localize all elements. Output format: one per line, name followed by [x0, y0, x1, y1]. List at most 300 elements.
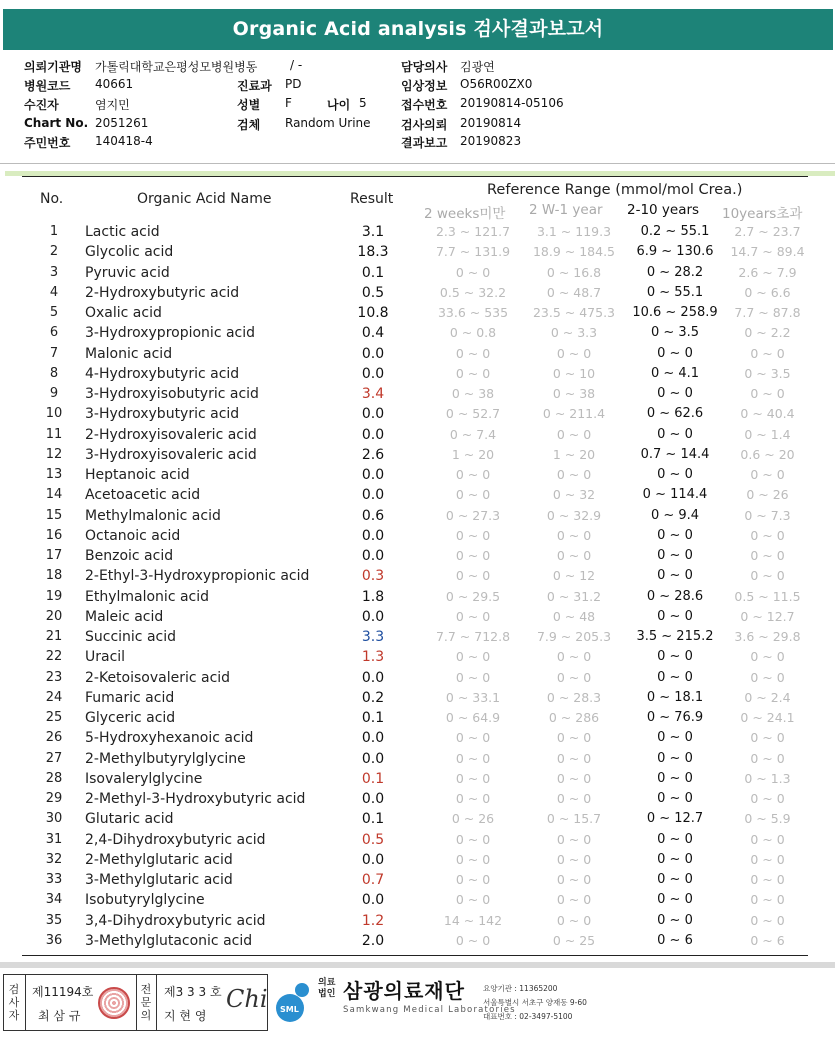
range-under-2-weeks: 14 ~ 142 [443, 912, 503, 928]
range-2w-1y: 0 ~ 0 [556, 912, 592, 928]
range-2w-1y: 0 ~ 32 [552, 487, 596, 503]
range-2w-1y: 0 ~ 10 [552, 365, 596, 381]
range-2w-1y: 18.9 ~ 184.5 [532, 244, 616, 260]
label-receipt-no: 접수번호 [401, 98, 448, 112]
range-over-10y: 0 ~ 6.6 [744, 284, 791, 300]
acid-name: 3-Hydroxyisobutyric acid [85, 386, 259, 402]
range-under-2-weeks: 0 ~ 7.4 [449, 426, 497, 442]
acid-name: 2-Ketoisovaleric acid [85, 669, 231, 686]
label-specimen: 검체 [237, 118, 261, 132]
table-row [0, 427, 835, 447]
value-patient-name: 염지민 [95, 98, 130, 112]
range-2w-1y: 0 ~ 0 [556, 851, 592, 867]
range-2w-1y: 0 ~ 0 [556, 669, 592, 685]
acid-name: 3,4-Dihydroxybutyric acid [85, 912, 266, 929]
range-2w-1y: 0 ~ 12 [552, 568, 596, 584]
range-2-10y: 0 ~ 4.1 [650, 365, 700, 381]
range-2w-1y: 0 ~ 0 [556, 527, 592, 543]
value-dept-extra: / - [290, 58, 303, 72]
ref-sub-under-2-weeks: 2 weeks미만 [424, 206, 506, 222]
range-under-2-weeks: 0 ~ 0 [455, 770, 491, 786]
result-value: 0.0 [361, 548, 385, 564]
org-english-name: Samkwang Medical Laboratories [343, 1005, 516, 1015]
label-resident-no: 주민번호 [24, 136, 71, 150]
acid-name: 2,4-Dihydroxybutyric acid [85, 831, 266, 848]
range-under-2-weeks: 0 ~ 64.9 [445, 710, 501, 725]
range-2w-1y: 0 ~ 0 [556, 345, 592, 361]
table-row [0, 852, 835, 872]
range-over-10y: 0 ~ 0 [750, 386, 785, 401]
row-number: 5 [49, 305, 59, 320]
range-2-10y: 0 ~ 0 [657, 608, 693, 624]
col-header-result: Result [350, 191, 394, 207]
row-number: 26 [45, 730, 63, 746]
row-number: 25 [45, 710, 63, 725]
specialist-license: 제3 3 3 호 [164, 985, 222, 999]
range-over-10y: 0 ~ 6 [750, 932, 785, 948]
value-department: PD [285, 77, 302, 91]
org-info-line: 요양기관 : 11365200 [483, 984, 558, 993]
row-number: 2 [49, 244, 59, 260]
range-2-10y: 0 ~ 0 [657, 467, 693, 482]
label-report-date: 결과보고 [401, 136, 448, 150]
range-under-2-weeks: 0 ~ 52.7 [445, 406, 501, 422]
range-over-10y: 3.6 ~ 29.8 [734, 629, 801, 644]
table-row [0, 508, 835, 528]
table-row [0, 933, 835, 953]
range-2w-1y: 0 ~ 0 [556, 770, 592, 786]
label-clinical-info: 임상정보 [401, 79, 448, 93]
row-number: 7 [49, 345, 59, 361]
range-2w-1y: 0 ~ 31.2 [546, 588, 602, 604]
row-number: 20 [45, 608, 63, 624]
separator [156, 975, 157, 1030]
acid-name: Glycolic acid [85, 244, 174, 261]
label-department: 진료과 [237, 79, 272, 93]
range-over-10y: 0 ~ 40.4 [740, 406, 795, 422]
range-2w-1y: 0 ~ 0 [556, 649, 592, 665]
range-2w-1y: 0 ~ 211.4 [542, 406, 606, 422]
table-row [0, 224, 835, 244]
range-2-10y: 0 ~ 0 [657, 851, 693, 867]
range-2-10y: 0 ~ 62.6 [646, 406, 704, 422]
acid-name: 2-Hydroxyisovaleric acid [85, 426, 257, 443]
table-row [0, 467, 835, 487]
range-under-2-weeks: 0 ~ 38 [451, 386, 495, 401]
range-under-2-weeks: 0 ~ 0 [455, 264, 491, 280]
range-over-10y: 0 ~ 0 [750, 669, 785, 685]
acid-name: Glutaric acid [85, 811, 174, 828]
range-under-2-weeks: 0 ~ 0 [455, 365, 491, 381]
table-row [0, 325, 835, 345]
range-2-10y: 0 ~ 0 [657, 912, 693, 928]
table-row [0, 771, 835, 791]
row-number: 36 [45, 932, 63, 948]
table-row [0, 609, 835, 629]
range-over-10y: 0 ~ 0 [750, 750, 785, 766]
row-number: 24 [45, 689, 63, 705]
range-over-10y: 0 ~ 0 [750, 851, 785, 867]
range-2-10y: 0 ~ 28.2 [646, 264, 704, 280]
table-row [0, 872, 835, 892]
result-value: 1.2 [361, 912, 385, 929]
range-2-10y: 0 ~ 12.7 [646, 811, 704, 827]
table-row [0, 244, 835, 264]
acid-name: 2-Methyl-3-Hydroxybutyric acid [85, 791, 306, 807]
org-name: 삼광의료재단 [343, 979, 465, 1003]
value-chart-no: 2051261 [95, 116, 149, 130]
range-over-10y: 0 ~ 0 [750, 892, 785, 908]
table-row [0, 528, 835, 548]
result-value: 0.0 [361, 730, 385, 747]
range-2-10y: 0 ~ 0 [657, 892, 693, 908]
acid-name: Isovalerylglycine [85, 770, 203, 787]
table-row [0, 285, 835, 305]
table-row [0, 406, 835, 426]
result-value: 0.0 [361, 527, 385, 544]
range-under-2-weeks: 0 ~ 0 [455, 669, 491, 685]
value-hospital-code: 40661 [95, 77, 134, 91]
row-number: 28 [45, 770, 63, 786]
range-2w-1y: 0 ~ 0 [556, 892, 592, 908]
examiner-license: 제11194호 [32, 985, 94, 999]
examiner-name: 최 삼 규 [38, 1009, 81, 1023]
result-value: 2.0 [361, 932, 385, 949]
range-2w-1y: 0 ~ 38 [552, 386, 596, 401]
table-row [0, 832, 835, 852]
row-number: 21 [45, 629, 63, 644]
acid-name: 3-Hydroxypropionic acid [85, 325, 256, 342]
range-under-2-weeks: 2.3 ~ 121.7 [435, 224, 511, 239]
label-doctor: 담당의사 [401, 60, 448, 74]
report-title: Organic Acid analysis 검사결과보고서 [3, 9, 833, 50]
result-value: 0.2 [361, 689, 385, 706]
specialist-role: 전문의 [140, 983, 152, 1022]
acid-name: Methylmalonic acid [85, 507, 221, 524]
label-sex: 성별 [237, 98, 261, 112]
range-under-2-weeks: 0 ~ 0 [455, 892, 491, 908]
range-over-10y: 0 ~ 0 [750, 467, 785, 482]
table-top-rule [22, 176, 808, 177]
acid-name: 2-Methylbutyrylglycine [85, 750, 246, 767]
label-chart-no: Chart No. [24, 116, 89, 130]
row-number: 1 [49, 224, 59, 239]
range-over-10y: 0 ~ 0 [750, 791, 785, 806]
value-resident-no: 140418-4 [95, 134, 153, 148]
row-number: 27 [45, 750, 63, 766]
table-row [0, 447, 835, 467]
result-value: 0.0 [361, 406, 385, 423]
value-sex: F [285, 96, 292, 110]
row-number: 8 [49, 365, 59, 381]
result-value: 0.0 [361, 467, 385, 483]
acid-name: Malonic acid [85, 345, 173, 362]
range-2-10y: 0 ~ 28.6 [646, 588, 704, 604]
range-2-10y: 0 ~ 0 [657, 426, 693, 442]
range-over-10y: 0.5 ~ 11.5 [734, 588, 801, 604]
range-under-2-weeks: 0 ~ 0 [455, 467, 491, 482]
table-row [0, 649, 835, 669]
range-over-10y: 0 ~ 0 [750, 649, 785, 665]
table-row [0, 913, 835, 933]
range-over-10y: 0 ~ 0 [750, 345, 785, 361]
row-number: 16 [45, 527, 63, 543]
report-footer [0, 972, 835, 1040]
range-2w-1y: 0 ~ 32.9 [546, 507, 602, 523]
row-number: 18 [45, 568, 63, 584]
result-value: 0.7 [361, 872, 385, 888]
range-over-10y: 0 ~ 26 [746, 487, 789, 503]
table-row [0, 346, 835, 366]
acid-name: Octanoic acid [85, 527, 181, 544]
table-row [0, 892, 835, 912]
acid-name: Isobutyrylglycine [85, 892, 205, 909]
value-request-date: 20190814 [460, 116, 522, 130]
range-over-10y: 0 ~ 24.1 [740, 710, 795, 725]
table-row [0, 589, 835, 609]
row-number: 33 [45, 872, 63, 887]
range-over-10y: 2.6 ~ 7.9 [738, 264, 797, 280]
result-value: 3.1 [361, 224, 385, 240]
separator [25, 975, 26, 1030]
range-2-10y: 0 ~ 76.9 [646, 710, 704, 725]
row-number: 35 [45, 912, 63, 928]
range-under-2-weeks: 0 ~ 0 [455, 649, 491, 665]
row-number: 34 [45, 892, 63, 908]
acid-name: Pyruvic acid [85, 264, 170, 281]
ref-sub-2w-1y: 2 W-1 year [529, 202, 603, 218]
range-2-10y: 0.2 ~ 55.1 [640, 224, 710, 239]
result-value: 0.5 [361, 831, 385, 848]
range-2w-1y: 1 ~ 20 [552, 446, 596, 462]
table-row [0, 366, 835, 386]
result-value: 0.0 [361, 426, 385, 443]
table-row [0, 386, 835, 406]
range-2w-1y: 0 ~ 28.3 [546, 689, 602, 705]
org-info-line: 서울특별시 서초구 양재동 9-60 [483, 998, 587, 1007]
result-value: 0.0 [361, 791, 385, 807]
range-2w-1y: 0 ~ 25 [552, 932, 596, 948]
result-value: 2.6 [361, 446, 385, 463]
table-row [0, 265, 835, 285]
range-over-10y: 0 ~ 2.4 [744, 689, 791, 705]
range-under-2-weeks: 0 ~ 0 [455, 487, 491, 503]
table-row [0, 730, 835, 750]
acid-name: 4-Hydroxybutyric acid [85, 365, 240, 382]
range-2w-1y: 0 ~ 0 [556, 426, 592, 442]
acid-name: Fumaric acid [85, 689, 175, 706]
ref-sub-over-10y: 10years초과 [722, 206, 803, 222]
result-value: 3.3 [361, 629, 385, 645]
range-2-10y: 10.6 ~ 258.9 [632, 305, 718, 320]
result-value: 0.0 [361, 608, 385, 625]
acid-name: Glyceric acid [85, 710, 176, 726]
footer-divider [0, 962, 835, 968]
acid-name: 2-Methylglutaric acid [85, 851, 233, 868]
label-requesting-institution: 의뢰기관명 [24, 60, 82, 74]
range-over-10y: 0 ~ 1.4 [744, 426, 791, 442]
row-number: 23 [45, 669, 63, 685]
range-2-10y: 0 ~ 55.1 [646, 284, 704, 300]
examiner-role: 검사자 [8, 983, 20, 1022]
acid-name: Benzoic acid [85, 548, 174, 564]
range-2-10y: 0 ~ 0 [657, 770, 693, 786]
value-doctor: 김광연 [460, 60, 495, 74]
acid-name: 2-Hydroxybutyric acid [85, 284, 240, 301]
official-seal-stamp [98, 987, 130, 1019]
range-2-10y: 0 ~ 0 [657, 831, 693, 847]
row-number: 4 [49, 284, 59, 300]
range-2w-1y: 0 ~ 0 [556, 548, 592, 563]
range-over-10y: 0 ~ 0 [750, 872, 785, 887]
range-2w-1y: 0 ~ 15.7 [546, 811, 602, 827]
result-value: 0.1 [361, 811, 385, 828]
range-2w-1y: 3.1 ~ 119.3 [536, 224, 612, 239]
table-row [0, 305, 835, 325]
range-2w-1y: 0 ~ 0 [556, 467, 592, 482]
value-receipt-no: 20190814-05106 [460, 96, 564, 110]
result-value: 0.1 [361, 770, 385, 787]
range-over-10y: 2.7 ~ 23.7 [734, 224, 801, 239]
range-under-2-weeks: 0 ~ 0 [455, 568, 491, 584]
acid-name: Succinic acid [85, 629, 177, 645]
range-2w-1y: 0 ~ 48 [552, 608, 596, 624]
range-over-10y: 0 ~ 0 [750, 912, 785, 928]
signature-box [3, 974, 268, 1031]
row-number: 17 [45, 548, 63, 563]
row-number: 13 [45, 467, 63, 482]
specialist-name: 지 현 영 [164, 1009, 207, 1023]
row-number: 32 [45, 851, 63, 867]
range-over-10y: 0 ~ 0 [750, 548, 785, 563]
acid-name: Uracil [85, 649, 126, 666]
label-request-date: 검사의뢰 [401, 118, 448, 132]
row-number: 19 [45, 588, 63, 604]
acid-name: 5-Hydroxyhexanoic acid [85, 730, 254, 747]
range-under-2-weeks: 0.5 ~ 32.2 [439, 284, 507, 300]
row-number: 29 [45, 791, 63, 806]
col-header-name: Organic Acid Name [137, 191, 272, 207]
range-under-2-weeks: 0 ~ 0.8 [449, 325, 497, 341]
range-under-2-weeks: 0 ~ 0 [455, 932, 491, 948]
table-row [0, 811, 835, 831]
row-number: 15 [45, 507, 63, 523]
range-2w-1y: 0 ~ 0 [556, 750, 592, 766]
result-value: 0.1 [361, 710, 385, 726]
acid-name: Ethylmalonic acid [85, 588, 210, 605]
result-value: 0.6 [361, 507, 385, 524]
table-row [0, 487, 835, 507]
patient-info [0, 56, 835, 154]
table-row [0, 791, 835, 811]
acid-name: 2-Ethyl-3-Hydroxypropionic acid [85, 568, 310, 585]
range-2-10y: 6.9 ~ 130.6 [636, 244, 714, 260]
range-under-2-weeks: 0 ~ 0 [455, 750, 491, 766]
range-over-10y: 0 ~ 0 [750, 831, 785, 847]
result-value: 1.8 [361, 588, 385, 605]
table-row [0, 629, 835, 649]
acid-name: Heptanoic acid [85, 467, 190, 483]
acid-name: 3-Methylglutaconic acid [85, 932, 253, 949]
range-2w-1y: 23.5 ~ 475.3 [532, 305, 616, 320]
range-2-10y: 0 ~ 0 [657, 649, 693, 665]
range-under-2-weeks: 0 ~ 0 [455, 872, 491, 887]
range-2w-1y: 0 ~ 0 [556, 730, 592, 746]
range-2-10y: 0 ~ 0 [657, 750, 693, 766]
range-over-10y: 0 ~ 2.2 [744, 325, 791, 341]
range-2w-1y: 0 ~ 48.7 [546, 284, 602, 300]
range-2w-1y: 0 ~ 286 [548, 710, 600, 725]
row-number: 30 [45, 811, 63, 827]
table-row [0, 690, 835, 710]
acid-name: Maleic acid [85, 608, 164, 625]
table-row [0, 751, 835, 771]
range-under-2-weeks: 0 ~ 0 [455, 527, 491, 543]
range-2-10y: 0.7 ~ 14.4 [640, 446, 710, 462]
result-value: 0.0 [361, 892, 385, 909]
range-under-2-weeks: 0 ~ 0 [455, 608, 491, 624]
range-2w-1y: 7.9 ~ 205.3 [536, 629, 612, 644]
range-2-10y: 3.5 ~ 215.2 [636, 629, 714, 644]
range-under-2-weeks: 7.7 ~ 131.9 [435, 244, 511, 260]
range-under-2-weeks: 0 ~ 26 [451, 811, 495, 827]
label-hospital-code: 병원코드 [24, 79, 71, 93]
separator [136, 975, 137, 1030]
row-number: 10 [45, 406, 63, 422]
range-under-2-weeks: 1 ~ 20 [451, 446, 495, 462]
result-value: 0.0 [361, 345, 385, 362]
result-value: 0.3 [361, 568, 385, 585]
range-over-10y: 0 ~ 5.9 [744, 811, 791, 827]
result-value: 10.8 [357, 305, 389, 321]
range-2-10y: 0 ~ 0 [657, 527, 693, 543]
result-value: 0.0 [361, 750, 385, 767]
acid-name: 3-Methylglutaric acid [85, 872, 233, 888]
specialist-signature: Chi [226, 985, 268, 1013]
range-2w-1y: 0 ~ 0 [556, 872, 592, 887]
row-number: 9 [49, 386, 59, 401]
range-over-10y: 0 ~ 0 [750, 730, 785, 746]
col-header-no: No. [40, 191, 64, 207]
result-value: 0.0 [361, 365, 385, 382]
org-info-line: 대표번호 : 02-3497-5100 [483, 1012, 573, 1021]
range-over-10y: 0 ~ 7.3 [744, 507, 791, 523]
range-2w-1y: 0 ~ 16.8 [546, 264, 602, 280]
range-2-10y: 0 ~ 0 [657, 345, 693, 361]
range-2-10y: 0 ~ 0 [657, 730, 693, 746]
acid-name: Acetoacetic acid [85, 487, 201, 504]
range-2w-1y: 0 ~ 0 [556, 831, 592, 847]
range-under-2-weeks: 0 ~ 0 [455, 730, 491, 746]
range-2-10y: 0 ~ 114.4 [642, 487, 708, 503]
result-value: 18.3 [357, 244, 389, 261]
row-number: 14 [45, 487, 63, 503]
result-value: 3.4 [361, 386, 385, 402]
range-over-10y: 0 ~ 3.5 [744, 365, 791, 381]
result-value: 0.5 [361, 284, 385, 301]
row-number: 31 [45, 831, 63, 847]
result-value: 0.0 [361, 487, 385, 504]
result-value: 0.0 [361, 851, 385, 868]
range-under-2-weeks: 0 ~ 0 [455, 831, 491, 847]
range-2-10y: 0 ~ 18.1 [646, 689, 704, 705]
range-2-10y: 0 ~ 0 [657, 669, 693, 685]
row-number: 6 [49, 325, 59, 341]
range-2-10y: 0 ~ 0 [657, 548, 693, 563]
acid-name: 3-Hydroxyisovaleric acid [85, 446, 257, 463]
label-age: 나이 [327, 98, 351, 112]
org-type: 의료법인 [318, 978, 336, 999]
